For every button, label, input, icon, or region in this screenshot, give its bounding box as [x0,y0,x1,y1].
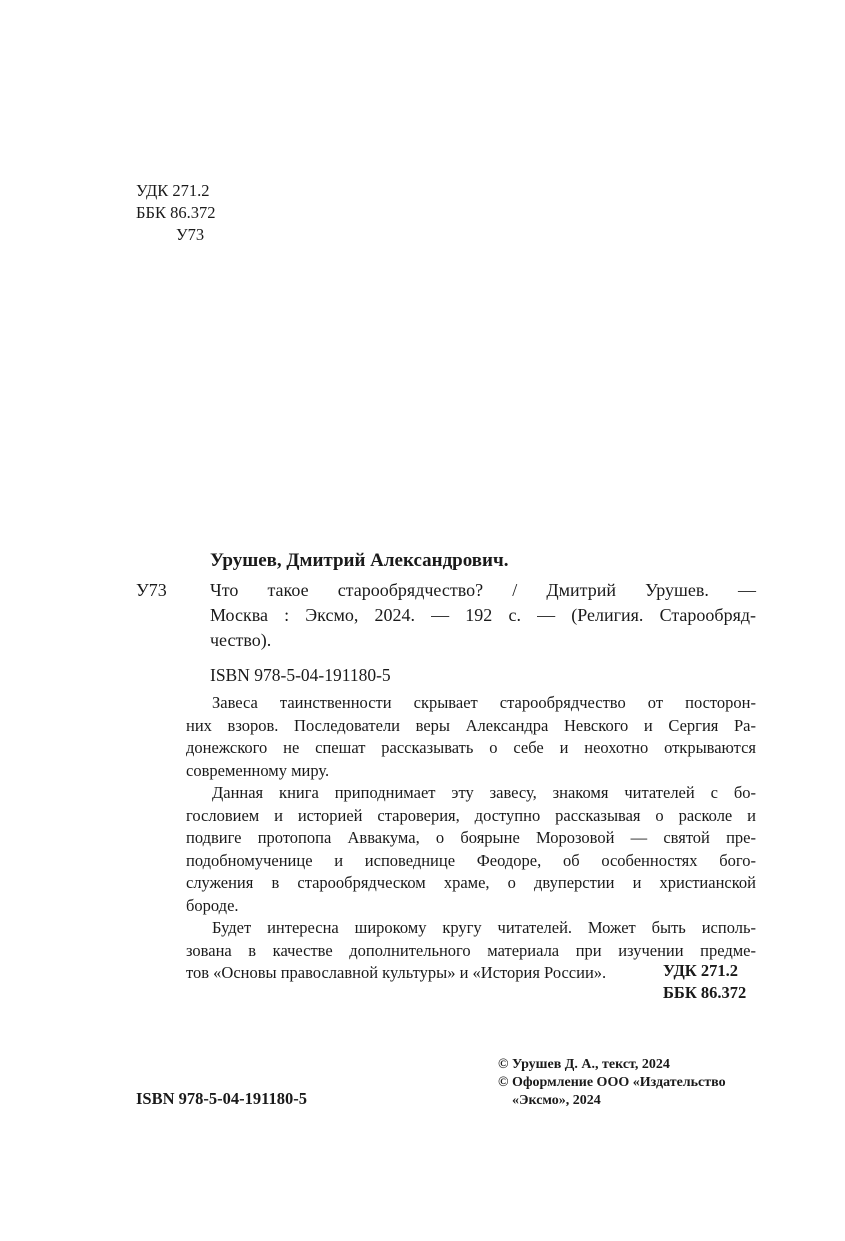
copyright-text: © Урушев Д. А., текст, 2024 [498,1057,670,1072]
author-sign: У73 [176,225,205,244]
annotation-line: подобномученице и исповеднице Феодоре, об особенностях бого- [186,850,756,870]
annotation-line: Завеса таинственности скрывает старообрядчество от посторон- [212,693,756,712]
annotation-line: зована в качестве дополнительного материала при изучении предме- [186,940,756,960]
bbk-code: ББК 86.372 [136,203,216,222]
copyright-design: © Оформление ООО «Издательство [498,1075,726,1090]
annotation-line: бороде. [186,895,239,915]
annotation-line: Будет интересна широкому кругу читателей. Может быть исполь- [212,918,756,937]
annotation-line: подвиге протопопа Аввакума, о боярыне Морозовой — святой пре- [186,828,756,847]
annotation-line: служения в старообрядческом храме, о двуперстии и христианской [186,873,756,892]
author-sign-margin: У73 [136,580,167,600]
citation-line: Что такое старообрядчество? / Дмитрий Урушев. — [210,580,756,600]
annotation-line: тов «Основы православной культуры» и «История России». [186,963,607,982]
copyright-block [498,1056,726,1110]
bbk-code: ББК 86.372 [663,983,747,1002]
classification-codes-top [136,180,215,246]
annotation-line: современному миру. [186,760,330,780]
copyright-design-cont: «Эксмо», 2024 [512,1093,601,1108]
annotation-line: Данная книга приподнимает эту завесу, знакомя читателей с бо- [212,783,756,802]
citation-line: Москва : Эксмо, 2024. — 192 с. — (Религия. Старообряд- [210,605,756,625]
citation-line: чество). [210,630,272,650]
annotation-line: гословием и историей староверия, доступно рассказывая о расколе и [186,805,756,825]
isbn-bottom: ISBN 978-5-04-191180-5 [136,1089,307,1108]
udk-code: УДК 271.2 [663,961,739,980]
annotation [186,692,756,985]
isbn-line: ISBN 978-5-04-191180-5 [210,665,391,685]
classification-codes-bottom [663,960,746,1004]
bibliographic-description [210,578,756,653]
udk-code: УДК 271.2 [136,181,210,200]
annotation-line: донежского не спешат рассказывать о себе и неохотно открываются [186,738,756,757]
annotation-line: них взоров. Последователи веры Александра Невского и Сергия Ра- [186,715,756,735]
author-heading: Урушев, Дмитрий Александрович. [210,550,509,571]
